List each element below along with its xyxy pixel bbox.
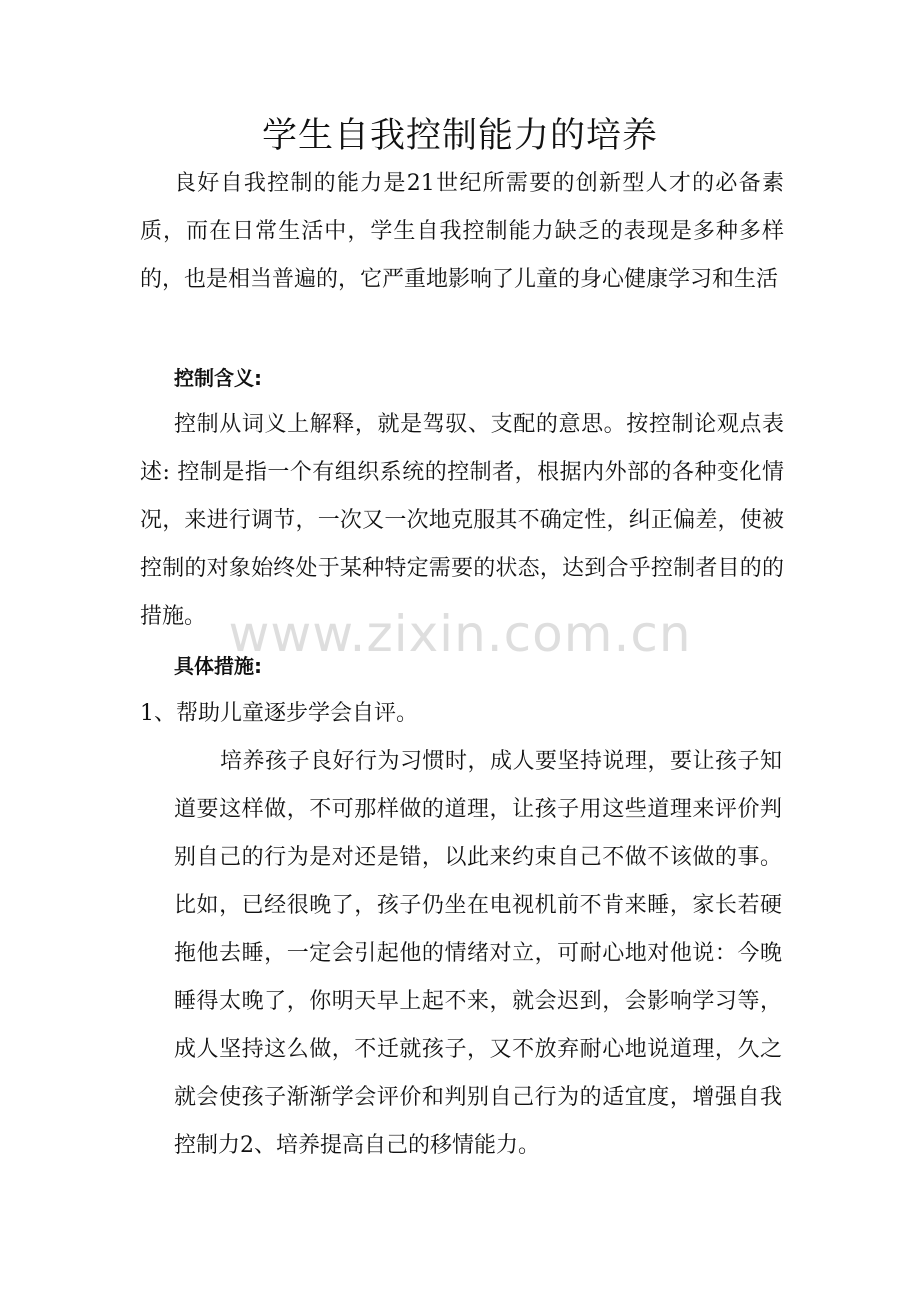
document-title: 学生自我控制能力的培养 [261,116,658,156]
control-meaning-heading: 控制含义: [174,366,262,390]
control-definition-paragraph: 控制从词义上解释，就是驾驭、支配的意思。按控制论观点表述: 控制是指一个有组织系统的控制者，根据内外部的各种变化情况，来进行调节，一次又一次地克服其不确定性，纠正偏差，使被控制的对象始终处于某种特定需要的状态，达到合乎控制者目的的措施。 [140,412,784,629]
watermark: www.zixin.com.cn [228,605,692,663]
measure-item-1-body: 培养孩子良好行为习惯时，成人要坚持说理，要让孩子知道要这样做，不可那样做的道理，让孩子用这些道理来评价判别自己的行为是对还是错，以此来约束自己不做不该做的事。比如，已经很晚了，孩子仍坐在电视机前不肯来睡，家长若硬拖他去睡，一定会引起他的情绪对立，可耐心地对他说：今晚睡得太晚了，你明天早上起不来，就会迟到，会影响学习等，成人坚持这么做，不迁就孩子，又不放弃耐心地说道理，久之就会使孩子渐渐学会评价和判别自己行为的适宜度，增强自我控制力2、培养提高自己的移情能力。 [174,749,782,1158]
measures-heading: 具体措施: [174,654,262,678]
measure-item-1-title: 1、帮助儿童逐步学会自评。 [140,701,418,726]
intro-paragraph: 良好自我控制的能力是21世纪所需要的创新型人才的必备素质，而在日常生活中，学生自我控制能力缺乏的表现是多种多样的，也是相当普遍的，它严重地影响了儿童的身心健康学习和生活 [140,171,784,292]
